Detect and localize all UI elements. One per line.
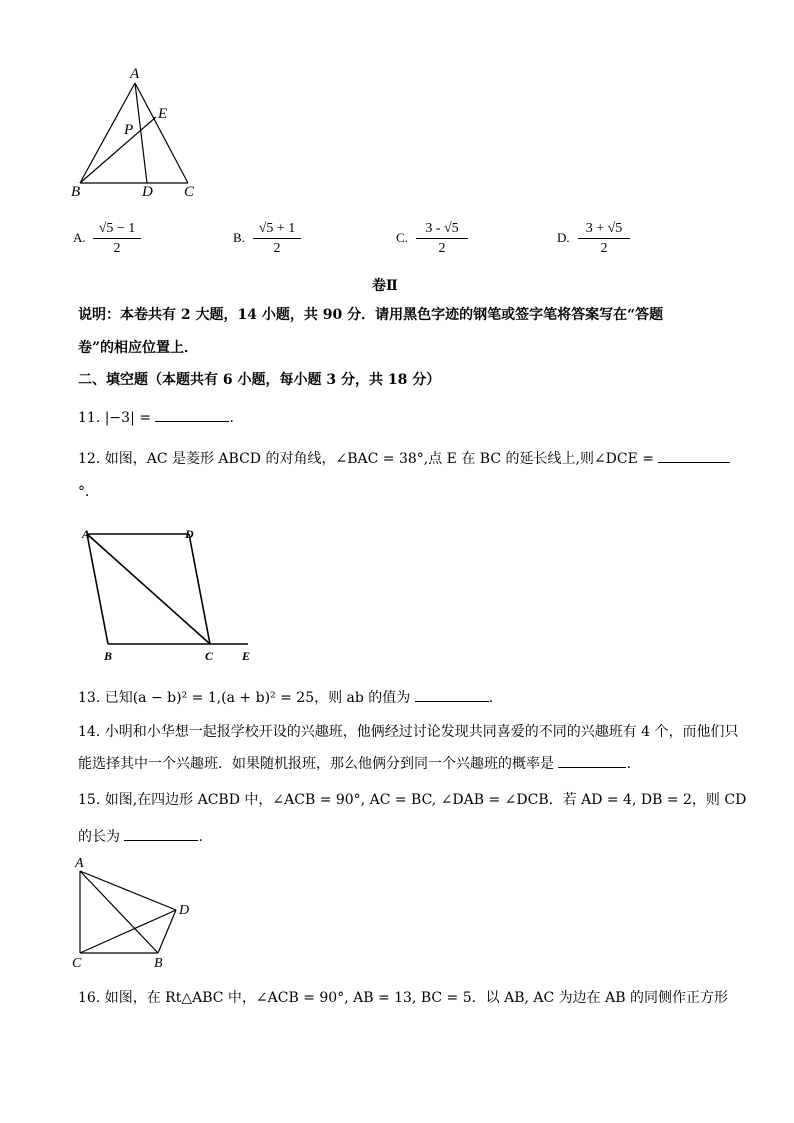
option-b-numerator: √5 + 1 bbox=[253, 220, 301, 239]
q14-answer-blank[interactable] bbox=[558, 753, 626, 768]
part-title: 二、填空题（本题共有 6 小题，每小题 3 分，共 18 分） bbox=[78, 372, 441, 388]
option-a-denominator: 2 bbox=[113, 241, 121, 256]
label-a: A bbox=[75, 856, 84, 871]
label-d: D bbox=[142, 184, 153, 200]
question-13 bbox=[78, 687, 493, 708]
q13-text: 13. 已知(a − b)² = 1,(a + b)² = 25，则 ab 的值为 bbox=[78, 690, 411, 706]
option-d-letter: D. bbox=[557, 230, 570, 245]
label-e: E bbox=[158, 106, 168, 122]
section-title: 卷Ⅱ bbox=[372, 278, 398, 294]
q14-text-1: 14. 小明和小华想一起报学校开设的兴趣班，他俩经过讨论发现共同喜爱的不同的兴趣班有 4 个，而他们只 bbox=[78, 724, 739, 740]
option-a-letter: A. bbox=[73, 230, 86, 245]
label-c: C bbox=[205, 649, 214, 663]
option-d-numerator: 3 + √5 bbox=[578, 220, 630, 239]
label-d: D bbox=[179, 903, 190, 918]
q12-text-2: °． bbox=[78, 484, 99, 500]
option-b-denominator: 2 bbox=[273, 241, 281, 256]
label-b: B bbox=[104, 649, 113, 663]
option-d-denominator: 2 bbox=[600, 241, 608, 256]
option-c-fraction bbox=[416, 220, 468, 259]
q15-text-2: 的长为 bbox=[78, 829, 120, 845]
option-a-numerator: √5 − 1 bbox=[93, 220, 141, 239]
option-b-fraction bbox=[253, 220, 301, 259]
option-c-numerator: 3 - √5 bbox=[416, 220, 468, 239]
option-c-denominator: 2 bbox=[438, 241, 446, 256]
q16-text: 16. 如图，在 Rt△ABC 中，∠ACB = 90°, AB = 13, BC = 5．以 AB, AC 为边在 AB 的同侧作正方形 bbox=[78, 990, 728, 1006]
label-b: B bbox=[154, 956, 163, 970]
q14-end: . bbox=[626, 756, 631, 772]
label-c: C bbox=[72, 956, 82, 970]
q11-answer-blank[interactable] bbox=[155, 407, 229, 422]
label-p: P bbox=[124, 122, 134, 138]
option-c-letter: C. bbox=[396, 230, 408, 245]
q11-expression: |−3| = bbox=[104, 410, 151, 426]
label-b: B bbox=[71, 184, 81, 200]
q13-answer-blank[interactable] bbox=[415, 687, 489, 702]
figure-triangle-abc-p bbox=[68, 62, 208, 202]
q15-end: . bbox=[198, 829, 203, 845]
q11-end: . bbox=[229, 410, 234, 426]
label-a: A bbox=[130, 66, 140, 82]
note-line-2: 卷”的相应位置上． bbox=[78, 340, 199, 356]
question-14-line-2 bbox=[78, 753, 631, 774]
note-line-1: 说明：本卷共有 2 大题，14 小题，共 90 分．请用黑色字迹的钢笔或签字笔将答案写在“答题 bbox=[78, 307, 664, 323]
q11-number: 11. bbox=[78, 410, 101, 426]
figure-quadrilateral-acbd bbox=[70, 855, 200, 970]
question-12-line-1 bbox=[78, 448, 730, 469]
option-d-fraction bbox=[578, 220, 630, 259]
q12-answer-blank[interactable] bbox=[658, 448, 730, 463]
option-a-fraction bbox=[93, 220, 141, 259]
q14-text-2: 能选择其中一个兴趣班．如果随机报班，那么他俩分到同一个兴趣班的概率是 bbox=[78, 756, 554, 772]
question-11 bbox=[78, 407, 234, 428]
q15-text-1: 15. 如图,在四边形 ACBD 中，∠ACB = 90°, AC = BC, ∠DAB = ∠DCB．若 AD = 4, DB = 2，则 CD bbox=[78, 792, 747, 808]
label-e: E bbox=[242, 649, 251, 663]
option-b-letter: B. bbox=[233, 230, 245, 245]
question-15-line-2 bbox=[78, 826, 203, 847]
label-a: A bbox=[82, 527, 91, 541]
q15-answer-blank[interactable] bbox=[124, 826, 198, 841]
label-c: C bbox=[184, 184, 195, 200]
q12-text-1: 12. 如图，AC 是菱形 ABCD 的对角线，∠BAC = 38°,点 E 在 BC 的延长线上,则∠DCE = bbox=[78, 451, 655, 467]
figure-rhombus-abcd bbox=[78, 520, 268, 665]
q13-end: . bbox=[488, 690, 494, 706]
label-d: D bbox=[185, 527, 194, 541]
